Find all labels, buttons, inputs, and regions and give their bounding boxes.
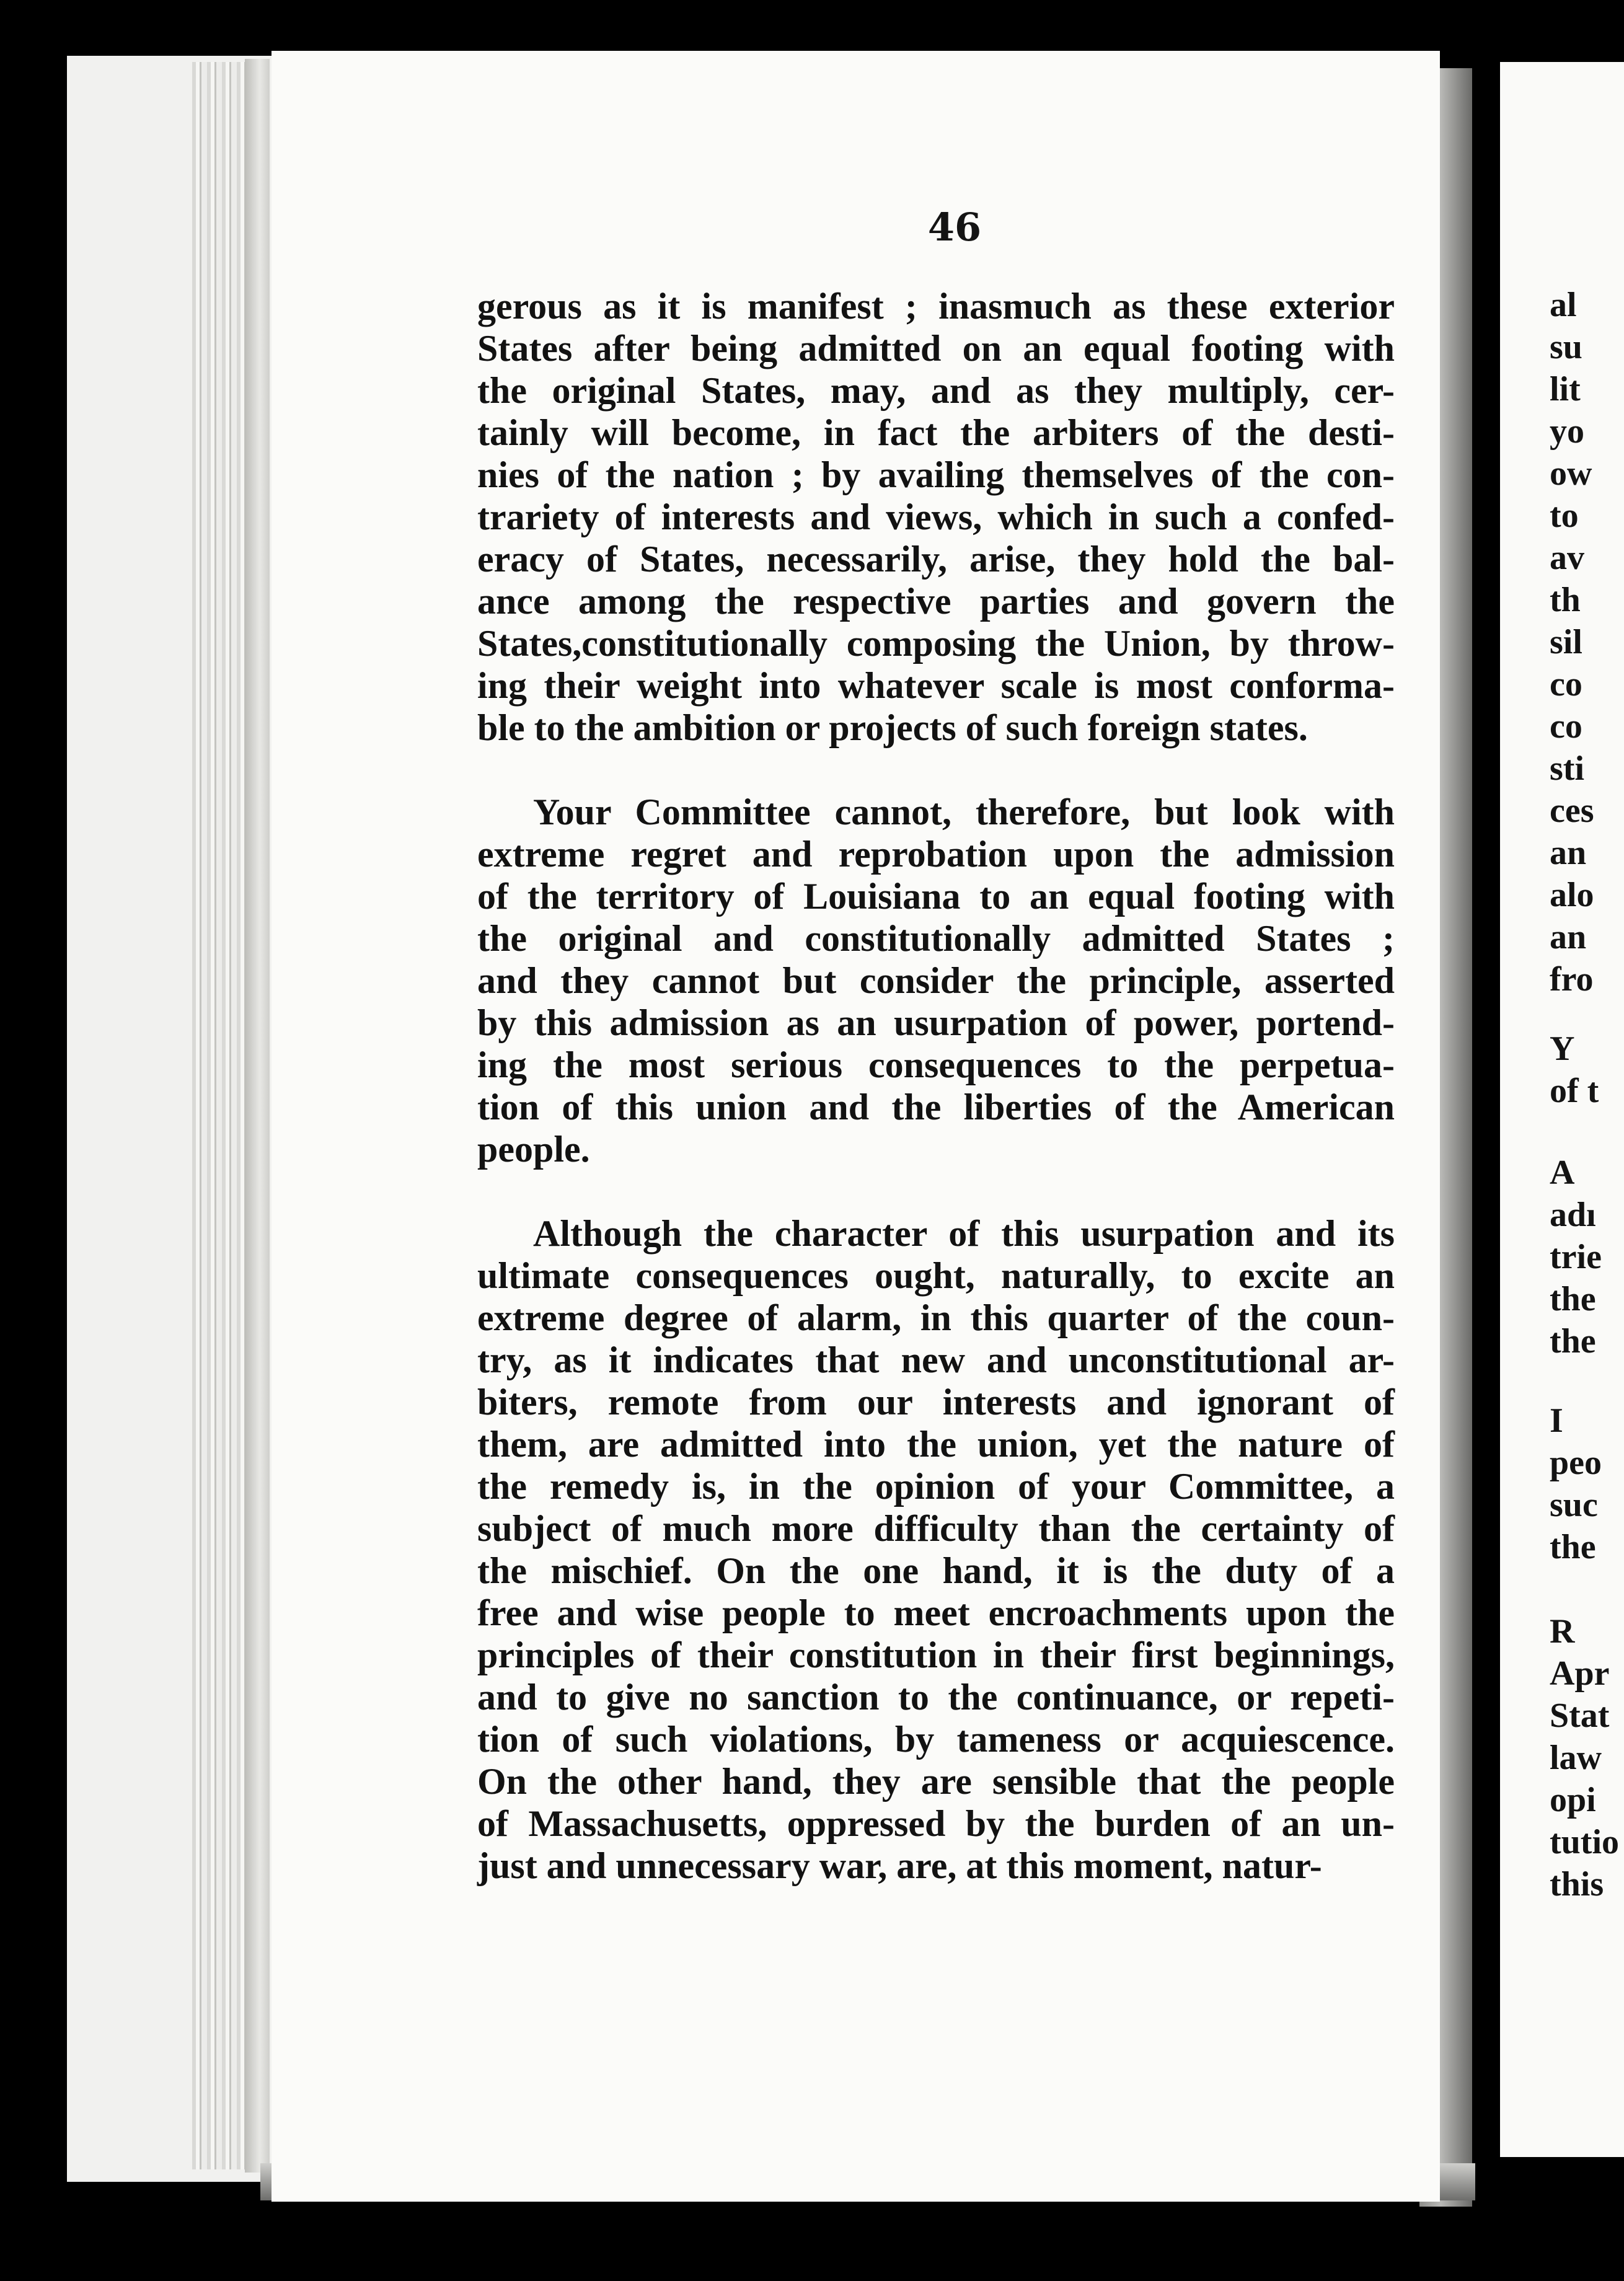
text-line: ing the most serious consequences to the perpetua-: [477, 1044, 1395, 1085]
text-line: gerous as it is manifest ; inasmuch as these exterior: [477, 286, 1395, 327]
facing-page-fragment: co: [1550, 665, 1582, 704]
facing-page-fragment: the: [1550, 1280, 1596, 1318]
text-line: tainly will become, in fact the arbiters of the desti-: [477, 412, 1395, 453]
text-line: subject of much more difficulty than the certainty of: [477, 1508, 1395, 1549]
facing-page-fragment: peo: [1550, 1444, 1602, 1482]
facing-page-fragment: sil: [1550, 623, 1582, 661]
facing-page-fragment: Stat: [1550, 1696, 1610, 1735]
facing-page-fragment: av: [1550, 539, 1584, 577]
text-line: free and wise people to meet encroachments upon the: [477, 1592, 1395, 1633]
facing-page-fragment: adı: [1550, 1196, 1596, 1234]
text-line: the original and constitutionally admitted States ;: [477, 918, 1395, 959]
text-line: On the other hand, they are sensible that the people: [477, 1761, 1395, 1802]
text-line: trariety of interests and views, which in such a confed-: [477, 496, 1395, 537]
text-line: of Massachusetts, oppressed by the burden of an un-: [477, 1803, 1395, 1844]
facing-page-fragment: alo: [1550, 876, 1594, 914]
facing-page-fragment: su: [1550, 328, 1582, 366]
facing-page-fragment: Apr: [1550, 1654, 1610, 1693]
facing-page-fragment: to: [1550, 496, 1579, 535]
text-line: biters, remote from our interests and ignorant of: [477, 1382, 1395, 1423]
text-line: ultimate consequences ought, naturally, to excite an: [477, 1255, 1395, 1296]
facing-page-fragment: ow: [1550, 454, 1592, 493]
paragraph: [477, 1212, 1395, 1887]
facing-page-fragment: this: [1550, 1865, 1604, 1904]
facing-page-fragment: al: [1550, 286, 1577, 324]
facing-page-fragment: Y: [1550, 1030, 1575, 1068]
text-line: ble to the ambition or projects of such foreign states.: [477, 707, 1308, 748]
facing-page-fragment: lit: [1550, 370, 1581, 408]
text-line: ance among the respective parties and govern the: [477, 581, 1395, 622]
page-number: 46: [927, 205, 982, 250]
facing-page-fragment: trie: [1550, 1238, 1602, 1276]
text-line: Although the character of this usurpation and its: [533, 1213, 1395, 1254]
facing-page-fragment: the: [1550, 1322, 1596, 1361]
facing-page-fragment: sti: [1550, 749, 1584, 788]
text-line: extreme degree of alarm, in this quarter of the coun-: [477, 1297, 1395, 1338]
facing-page-fragment: co: [1550, 707, 1582, 746]
facing-page-fragment: of t: [1550, 1072, 1599, 1110]
text-line: by this admission as an usurpation of power, portend-: [477, 1002, 1395, 1043]
text-line: ing their weight into whatever scale is most conforma-: [477, 665, 1395, 706]
text-line: tion of this union and the liberties of the American: [477, 1087, 1395, 1127]
facing-page-fragment: suc: [1550, 1486, 1598, 1524]
text-line: and they cannot but consider the principle, asserted: [477, 960, 1395, 1001]
text-line: the original States, may, and as they multiply, cer-: [477, 370, 1395, 411]
facing-page-fragment: yo: [1550, 412, 1584, 451]
text-line: States after being admitted on an equal footing with: [477, 328, 1395, 369]
text-line: tion of such violations, by tameness or acquiescence.: [477, 1719, 1395, 1760]
text-line: the mischief. On the one hand, it is the duty of a: [477, 1550, 1395, 1591]
text-line: States,constitutionally composing the Union, by throw-: [477, 623, 1395, 664]
paragraph: [477, 791, 1395, 1170]
text-line: of the territory of Louisiana to an equal footing with: [477, 876, 1395, 917]
facing-page-fragment: ces: [1550, 792, 1594, 830]
text-line: the remedy is, in the opinion of your Committee, a: [477, 1466, 1395, 1507]
facing-page-fragment: th: [1550, 581, 1581, 619]
facing-page-fragment: the: [1550, 1528, 1596, 1566]
text-line: try, as it indicates that new and unconstitutional ar-: [477, 1339, 1395, 1380]
text-line: just and unnecessary war, are, at this moment, natur-: [477, 1845, 1322, 1886]
text-line: extreme regret and reprobation upon the admission: [477, 834, 1395, 875]
facing-page-fragment: opi: [1550, 1781, 1596, 1819]
paragraph: [477, 285, 1395, 749]
facing-page-fragment: fro: [1550, 960, 1594, 999]
text-line: and to give no sanction to the continuance, or repeti-: [477, 1677, 1395, 1718]
text-line: them, are admitted into the union, yet the nature of: [477, 1424, 1395, 1465]
facing-page-fragment: an: [1550, 834, 1587, 872]
facing-page-fragment: law: [1550, 1739, 1602, 1777]
facing-page-fragment: an: [1550, 918, 1587, 956]
page-stack-shadow: [245, 59, 270, 2173]
facing-page-fragment: A: [1550, 1154, 1575, 1192]
facing-page-fragment: tutio: [1550, 1823, 1619, 1861]
text-line: principles of their constitution in their first beginnings,: [477, 1635, 1395, 1675]
facing-page-fragment: R: [1550, 1612, 1575, 1651]
text-line: eracy of States, necessarily, arise, they hold the bal-: [477, 539, 1395, 580]
page-body-text: [477, 285, 1395, 1929]
facing-page-fragment: I: [1550, 1401, 1563, 1440]
text-line: people.: [477, 1129, 590, 1170]
text-line: nies of the nation ; by availing themselves of the con-: [477, 454, 1395, 495]
text-line: Your Committee cannot, therefore, but look with: [533, 792, 1395, 832]
